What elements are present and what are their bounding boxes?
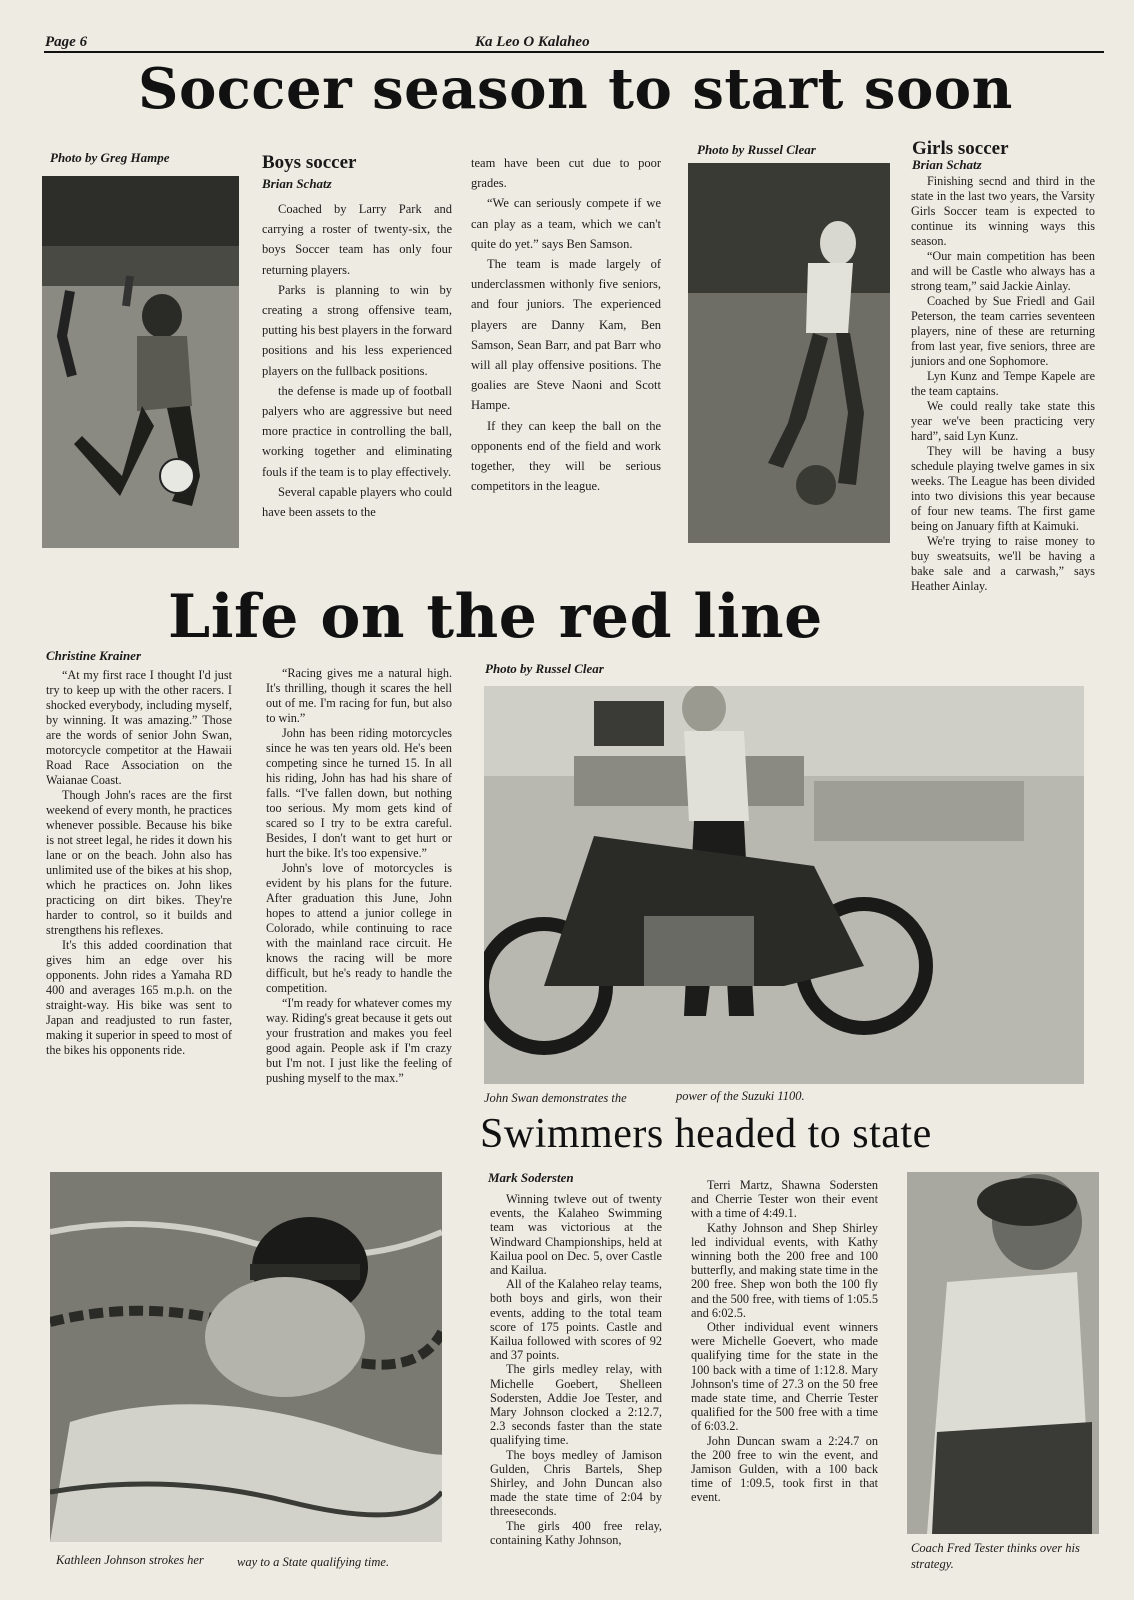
redline-byline: Christine Krainer [46, 648, 142, 663]
boys-soccer-photo [42, 176, 239, 548]
paragraph: “I'm ready for whatever comes my way. Riding's great because it gets out your frustration and makes you feel good again. People ask if I'm crazy but I'm not. I just like the feeling of pushing myself to the max.” [266, 996, 452, 1085]
coach-caption: Coach Fred Tester thinks over his strategy. [911, 1541, 1080, 1571]
redline-column-2 [266, 666, 452, 1086]
boys-soccer-title: Boys soccer [262, 152, 357, 173]
swimmer-caption-left: Kathleen Johnson strokes her [56, 1553, 204, 1567]
motorcycle-caption-left: John Swan demonstrates the [484, 1091, 627, 1105]
redline-column-1 [46, 668, 232, 1058]
paragraph: Other individual event winners were Michelle Goevert, who made qualifying time for the state in the 100 back with a time of 1:12.8. Mary Johnson's time of 27.3 on the 50 free made state time, and Cherrie Tester qualified for the 500 free with a time of 6:03.2. [691, 1320, 878, 1434]
coach-photo [907, 1172, 1099, 1534]
paragraph: Several capable players who could have been assets to the [262, 484, 452, 520]
paragraph: Finishing secnd and third in the state in the last two years, the Varsity Girls Soccer team is expected to continue its winning ways this season. [911, 174, 1095, 248]
girls-soccer-byline: Brian Schatz [912, 157, 982, 172]
paragraph: Terri Martz, Shawna Sodersten and Cherrie Tester won their event with a time of 4:49.1. [691, 1178, 878, 1221]
paragraph: We're trying to raise money to buy sweatsuits, we'll be having a bake sale and a carwash,” says Heather Ainlay. [911, 534, 1095, 593]
boys-soccer-column-1 [262, 199, 452, 522]
girls-soccer-photo [688, 163, 890, 543]
paragraph: John has been riding motorcycles since he was ten years old. He's been competing since he turned 15. In all his riding, John has had his share of falls. “I've fallen down, but nothing too serious. My mom gets kind of scared so I try to be extra careful. Besides, I don't want to get hurt or hurt the bike. It's too expensive.” [266, 726, 452, 860]
newspaper-name: Ka Leo O Kalaheo [475, 34, 590, 50]
swimmer-photo [50, 1172, 442, 1542]
paragraph: The team is made largely of underclassmen withonly five seniors, and four juniors. The experienced players are Danny Kam, Ben Samson, Sean Barr, and pat Barr who will all play offensive positions. The goalies are Steve Naoni and Scott Hampe. [471, 257, 661, 413]
motorcycle-caption-right: power of the Suzuki 1100. [676, 1089, 805, 1103]
redline-headline: Life on the red line [168, 582, 823, 652]
swimmers-column-1 [490, 1192, 662, 1547]
paragraph: It's this added coordination that gives him an edge over his opponents. John rides a Yamaha RD 400 and averages 165 m.p.h. on the straight-way. His bike was sent to Japan and readjusted to run faster, making it superior in speed to most of the bikes his opponents ride. [46, 938, 232, 1057]
paragraph: the defense is made up of football palyers who are aggressive but need more practice in controlling the ball, working together and eliminating fouls if the team is to play effectively. [262, 383, 452, 479]
paragraph: “At my first race I thought I'd just try to keep up with the other racers. I shocked everybody, including myself, by winning. It was amazing.” Those are the words of senior John Swan, motorcycle competitor at the Hawaii Road Race Association on the Waianae Coast. [46, 668, 232, 787]
paragraph: team have been cut due to poor grades. [471, 156, 661, 191]
soccer-headline: Soccer season to start soon [138, 56, 1013, 122]
girls-soccer-title: Girls soccer [912, 138, 1009, 159]
boys-soccer-column-2 [471, 153, 661, 496]
paragraph: Winning twleve out of twenty events, the Kalaheo Swimming team was victorious at the Windward Championships, held at Kailua pool on Dec. 5, over Castle and Kailua. [490, 1192, 662, 1278]
paragraph: If they can keep the ball on the opponents end of the field and work together, they will be serious competitors in the league. [471, 418, 661, 494]
paragraph: The boys medley of Jamison Gulden, Chris Bartels, Shep Shirley, and John Duncan also made the state time of 2:04 by threeseconds. [490, 1447, 662, 1519]
motorcycle-photo [484, 686, 1084, 1084]
photo-credit-boys: Photo by Greg Hampe [50, 150, 170, 165]
swimmer-caption-right: way to a State qualifying time. [237, 1555, 390, 1569]
paragraph: “We can seriously compete if we can play as a team, which we can't quite do yet.” says Ben Samson. [471, 196, 661, 251]
swimmers-byline: Mark Sodersten [488, 1170, 574, 1185]
paragraph: “Racing gives me a natural high. It's thrilling, though it scares the hell out of me. I'm racing for fun, but also to win.” [266, 666, 452, 725]
header-rule [44, 51, 1104, 53]
paragraph: Coached by Sue Friedl and Gail Peterson, the team carries seventeen players, nine of these are returning from last year, five seniors, three are juniors and one Sophomore. [911, 294, 1095, 368]
paragraph: Coached by Larry Park and carrying a roster of twenty-six, the boys Soccer team has only four returning players. [262, 202, 452, 277]
paragraph: Kathy Johnson and Shep Shirley led individual events, with Kathy winning both the 200 free and 100 butterfly, and making state time in the 200 free. Shep won both the 100 fly and the 500 free, with tiems of 1:05.5 and 6:02.5. [691, 1220, 878, 1320]
paragraph: Parks is planning to win by creating a strong offensive team, putting his best players in the forward positions and his less experienced players on the fullback positions. [262, 282, 452, 378]
paragraph: John's love of motorcycles is evident by his plans for the future. After graduation this June, John hopes to attend a junior college in Colorado, while continuing to race with the mainland race circuit. He knows the racing will be more difficult, but he's ready to handle the competition. [266, 861, 452, 995]
boys-soccer-byline: Brian Schatz [262, 176, 332, 191]
page-number: Page 6 [45, 34, 88, 50]
paragraph: “Our main competition has been and will be Castle who always has a strong team,” said Jackie Ainlay. [911, 249, 1095, 293]
photo-credit-girls: Photo by Russel Clear [697, 142, 816, 157]
girls-soccer-column [911, 174, 1095, 594]
paragraph: All of the Kalaheo relay teams, both boys and girls, won their events, adding to the total team score of 175 points. Castle and Kailua followed with scores of 92 and 37 points. [490, 1277, 662, 1363]
photo-credit-motorcycle: Photo by Russel Clear [485, 661, 604, 676]
paragraph: Lyn Kunz and Tempe Kapele are the team captains. [911, 369, 1095, 398]
paragraph: They will be having a busy schedule playing twelve games in six weeks. The League has been divided into two divisions this year because of four new teams. The first game being on January fifth at Kaimuki. [911, 444, 1095, 533]
swimmers-headline: Swimmers headed to state [480, 1111, 932, 1157]
paragraph: We could really take state this year we've been practicing very hard”, said Lyn Kunz. [911, 399, 1095, 443]
paragraph: John Duncan swam a 2:24.7 on the 200 free to win the event, and Jamison Gulden, with a 100 back time of 1:09.5, took first in that event. [691, 1433, 878, 1505]
paragraph: Though John's races are the first weekend of every month, he practices whenever possible. Because his bike is not street legal, he rides it down his lane or on the beach. John also has unlimited use of the bikes at his shop, which he practices on. John likes practicing on dirt bikes. They're harder to control, so it builds and strengthens his reflexes. [46, 788, 232, 937]
swimmers-column-2 [691, 1178, 878, 1505]
paragraph: The girls medley relay, with Michelle Goebert, Shelleen Sodersten, Addie Joe Tester, and Mary Johnson clocked a 2:12.7, 2.3 seconds faster than the state qualifying time. [490, 1362, 662, 1448]
paragraph: The girls 400 free relay, containing Kathy Johnson, [490, 1518, 662, 1547]
